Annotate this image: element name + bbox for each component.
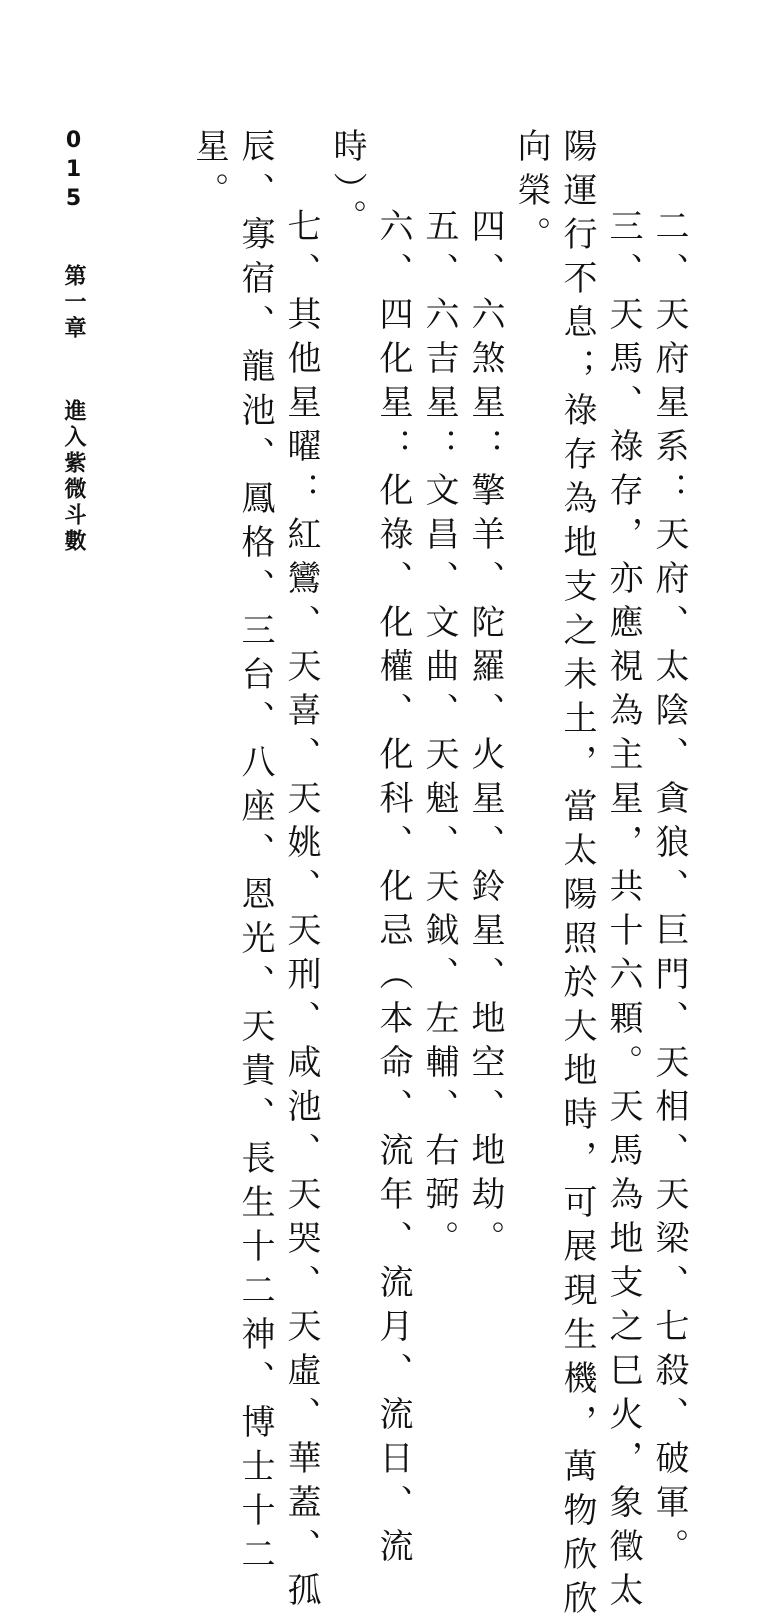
text-column-11: 星。 [189, 128, 229, 216]
text-column-4: 向榮。 [511, 128, 551, 260]
text-column-10: 辰、寡宿、龍池、鳳格、三台、八座、恩光、天貴、長生十二神、博士十二 [235, 128, 275, 1580]
chapter-title: 進入紫微斗數 [61, 399, 86, 555]
text-column-7: 六、四化星：化祿、化權、化科、化忌（本命、流年、流月、流日、流 [373, 208, 413, 1572]
text-column-9: 七、其他星曜：紅鸞、天喜、天姚、天刑、咸池、天哭、天虛、華蓋、孤 [281, 208, 321, 1616]
text-column-3: 陽運行不息；祿存為地支之未土，當太陽照於大地時，可展現生機，萬物欣欣 [557, 128, 597, 1624]
text-column-8: 時）。 [327, 128, 367, 243]
chapter-label: 第一章 [61, 264, 86, 342]
text-column-6: 五、六吉星：文昌、文曲、天魁、天鉞、左輔、右弼。 [419, 208, 459, 1264]
page-number: 015 [61, 128, 86, 215]
running-footer [62, 128, 84, 555]
text-column-1: 二、天府星系：天府、太陰、貪狼、巨門、天相、天梁、七殺、破軍。 [649, 208, 689, 1572]
text-column-2: 三、天馬、祿存，亦應視為主星，共十六顆。天馬為地支之巳火，象徵太 [603, 208, 643, 1616]
text-column-5: 四、六煞星：擎羊、陀羅、火星、鈴星、地空、地劫。 [465, 208, 505, 1264]
